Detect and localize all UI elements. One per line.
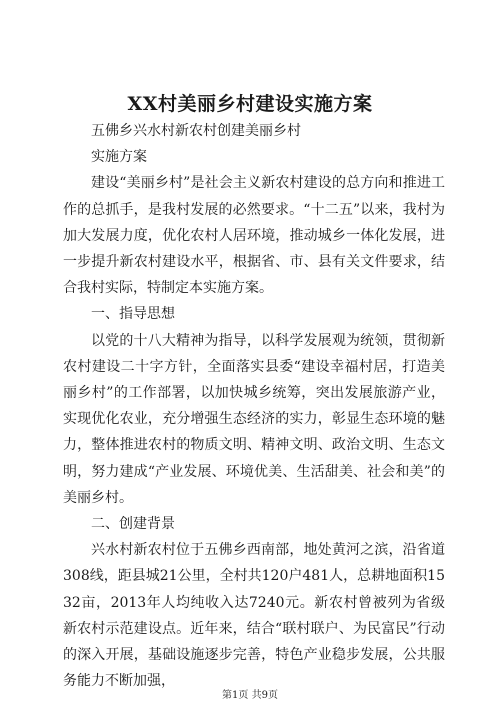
page-footer: 第1页 共9页 <box>222 690 278 701</box>
subtitle-line: 实施方案 <box>91 149 147 166</box>
document-title: XX村美丽乡村建设实施方案 <box>127 93 373 115</box>
section-heading: 一、指导思想 <box>91 306 175 323</box>
section-heading: 二、创建背景 <box>91 516 175 533</box>
body-paragraph: 以党的十八大精神为指导，以科学发展观为统领，贯彻新农村建设二十字方针，全面落实县委“建设幸福村居，打造美丽乡村”的工作部署，以加快城乡统筹，突出发展旅游产业，实现优化农业，充分增强生态经济的实力，彰显生态环境的魅力，整体推进农村的物质文明、精神文明、政治文明、生态文明，努力建成“产业发展、环境优美、生活甜美、社会和美”的美丽乡村。 <box>63 332 445 506</box>
body-paragraph: 建设“美丽乡村”是社会主义新农村建设的总方向和推进工作的总抓手，是我村发展的必然要求。“十二五”以来，我村为加大发展力度，优化农村人居环境，推动城乡一体化发展，进一步提升新农村建设水平，根据省、市、县有关文件要求，结合我村实际，特制定本实施方案。 <box>63 175 445 297</box>
body-paragraph: 兴水村新农村位于五佛乡西南部，地处黄河之滨，沿省道308线，距县城21公里，全村共120户481人，总耕地面积1532亩，2013年人均纯收入达7240元。新农村曾被列为省级新农村示范建设点。近年来，结合“联村联户、为民富民”行动的深入开展，基础设施逐步完善，特色产业稳步发展，公共服务能力不断加强， <box>63 542 445 690</box>
document-body <box>63 118 445 694</box>
subtitle-line: 五佛乡兴水村新农村创建美丽乡村 <box>91 123 301 139</box>
